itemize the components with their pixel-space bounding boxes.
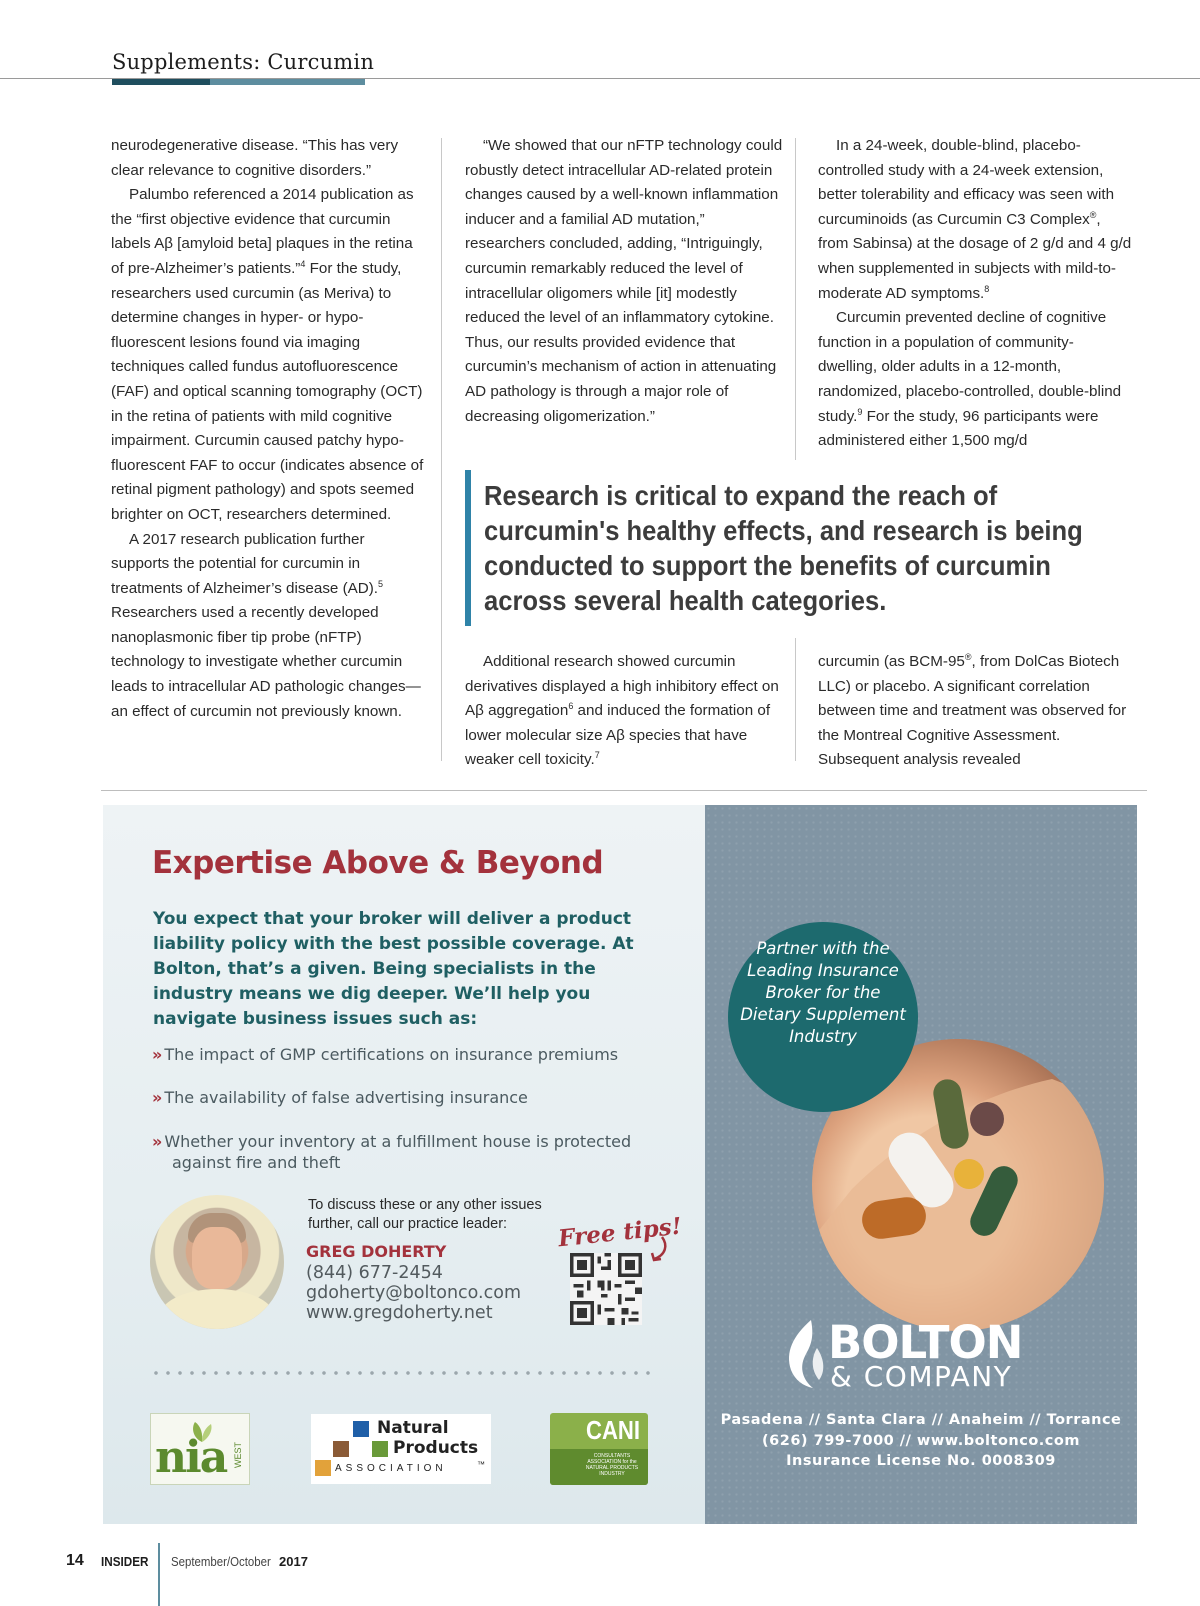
footnote-ref: 6 — [568, 701, 574, 712]
contact-photo — [150, 1195, 284, 1329]
paragraph: neurodegenerative disease. “This has very clear relevance to cognitive disorders.” — [111, 137, 399, 179]
npa-square-blue-icon — [353, 1421, 369, 1437]
contact-name: GREG DOHERTY — [306, 1242, 447, 1261]
column-divider — [441, 138, 442, 761]
section-title: Supplements: Curcumin — [112, 50, 375, 74]
paragraph: “We showed that our nFTP technology could robustly detect intracellular AD-related protein changes caused by a well-known inflammation inducer and a familial AD mutation,” researchers concluded, adding, “Intriguingly, curcumin remarkably reduced the level of intracellular oligomers while [it] modestly reduced the level of an inflammatory cytokine. Thus, our results provided evidence that curcumin’s mechanism of action in attenuating AD pathology is through a major role of decreasing oligomerization.” — [465, 137, 783, 425]
chevron-icon: » — [152, 1045, 163, 1064]
article-column-1 — [111, 134, 427, 724]
company-phone-web[interactable]: (626) 799-7000 // www.boltonco.com — [762, 1433, 1080, 1449]
partner-badge-text: Partner with the Leading Insurance Broker for the Dietary Supplement Industry — [740, 939, 906, 1046]
npa-square-green-icon — [372, 1441, 388, 1457]
paragraph: curcumin (as BCM-95®, from DolCas Biotech LLC) or placebo. A significant correlation between time and treatment was observed for the Montreal Cognitive Assessment. Subsequent analysis revealed — [818, 651, 1127, 769]
header-accent-bar-light — [210, 79, 365, 85]
article-column-3-bottom — [818, 650, 1132, 773]
paragraph: Additional research showed curcumin derivatives displayed a high inhibitory effect on Aβ aggregation$^6$ and induced the formation of lower molecular size Aβ species that have weaker cell toxicity.$^7$ — [465, 653, 779, 769]
footnote-ref: 7 — [594, 750, 600, 761]
dotted-divider — [150, 1371, 650, 1375]
magazine-name: INSIDER — [101, 1554, 149, 1569]
npa-line-2: Products — [393, 1438, 479, 1458]
footnote-ref: 4 — [300, 258, 306, 269]
company-license: Insurance License No. 0008309 — [786, 1453, 1056, 1469]
company-name: BOLTON — [828, 1316, 1023, 1369]
footnote-ref: 8 — [984, 283, 990, 294]
ad-separator-rule — [101, 790, 1147, 791]
natural-products-association-logo — [311, 1414, 491, 1484]
cani-logo — [550, 1413, 648, 1485]
nia-west-logo — [150, 1413, 250, 1485]
company-locations: Pasadena // Santa Clara // Anaheim // Torrance — [720, 1412, 1122, 1428]
ad-bullet: » The availability of false advertising insurance — [152, 1088, 528, 1107]
nia-wordmark: nia — [155, 1432, 227, 1483]
free-tips-label: Free tips! — [556, 1212, 683, 1253]
footer-rule — [158, 1543, 160, 1606]
ad-bullet: » The impact of GMP certifications on insurance premiums — [152, 1045, 619, 1064]
ad-bullet: » Whether your inventory at a fulfillment house is protected against fire and theft — [152, 1132, 632, 1172]
paragraph: Palumbo referenced a 2014 publication as the “first objective evidence that curcumin labels Aβ [amyloid beta] plaques in the retina of pre-Alzheimer’s patients.”$^4$ For the study, researchers used curcumin (as Meriva) to determine changes in hyper- or hypo-fluorescent lesions found via imaging techniques called fundus autofluorescence (FAF) and optical scanning tomography (OCT) in the retina of patients with mild cognitive impairment. Curcumin caused patchy hypo-fluorescent FAF to occur (indicates absence of retinal pigment pathology) and spots seemed brighter on OCT, researchers determined. — [111, 186, 424, 523]
footnote-ref: 5 — [378, 578, 384, 589]
cani-wordmark: CANI — [586, 1415, 641, 1445]
npa-square-orange-icon — [315, 1460, 331, 1476]
article-column-2-top — [465, 134, 787, 429]
nia-west-label: WEST — [233, 1442, 243, 1468]
npa-line-1: Natural — [377, 1418, 449, 1438]
contact-phone[interactable]: (844) 677-2454 — [306, 1263, 443, 1283]
contact-email[interactable]: gdoherty@boltonco.com — [306, 1283, 521, 1303]
column-divider — [795, 638, 796, 761]
ad-intro: You expect that your broker will deliver a product liability policy with the best possible coverage. At Bolton, that’s a given. Being specialists in the industry means we dig deeper. We’ll help you navigate business issues such as: — [153, 909, 634, 1029]
chevron-icon: » — [152, 1132, 163, 1151]
pull-quote-bar — [465, 470, 471, 626]
qr-code-icon[interactable] — [570, 1253, 642, 1325]
curved-arrow-icon — [648, 1235, 670, 1263]
pull-quote: Research is critical to expand the reach of curcumin's healthy effects, and research is being conducted to support the benefits of curcumin across several health categories. — [484, 480, 1083, 616]
ad-headline: Expertise Above & Beyond — [152, 845, 604, 881]
contact-website[interactable]: www.gregdoherty.net — [306, 1303, 493, 1323]
page-number: 14 — [66, 1552, 84, 1569]
chevron-icon: » — [152, 1088, 163, 1107]
article-column-3-top — [818, 134, 1132, 454]
header-accent-bar-dark — [112, 79, 210, 85]
npa-line-3: ASSOCIATION — [335, 1463, 447, 1474]
cani-tagline: CONSULTANTS ASSOCIATION for the NATURAL PRODUCTS INDUSTRY — [585, 1453, 639, 1477]
paragraph: A 2017 research publication further supports the potential for curcumin in treatments of Alzheimer’s disease (AD).$^5$ Researchers used a recently developed nanoplasmonic fiber tip probe (nFTP) technology to investigate whether curcumin leads to intracellular AD pathologic changes—an effect of curcumin not previously known. — [111, 530, 421, 720]
footnote-ref: 9 — [857, 406, 863, 417]
contact-note: To discuss these or any other issues further, call our practice leader: — [308, 1197, 542, 1232]
npa-square-brown-icon — [333, 1441, 349, 1457]
company-subtitle: & COMPANY — [830, 1360, 1013, 1393]
article-column-2-bottom — [465, 650, 787, 773]
npa-trademark: ™ — [477, 1460, 485, 1469]
issue-date: September/October — [171, 1554, 271, 1569]
paragraph: In a 24-week, double-blind, placebo-controlled study with a 24-week extension, better tolerability and efficacy was seen with curcuminoids (as Curcumin C3 Complex®, from Sabinsa) at the dosage of 2 g/d and 4 g/d when supplemented in subjects with mild-to-moderate AD symptoms.$^8$ — [818, 137, 1132, 302]
column-divider — [795, 138, 796, 460]
flame-logo-icon — [783, 1318, 829, 1390]
issue-year: 2017 — [279, 1554, 308, 1569]
paragraph: Curcumin prevented decline of cognitive function in a population of community-dwelling, older adults in a 12-month, randomized, placebo-controlled, double-blind study.$^9$ For the study, 96 participants were administered either 1,500 mg/d — [818, 309, 1122, 450]
